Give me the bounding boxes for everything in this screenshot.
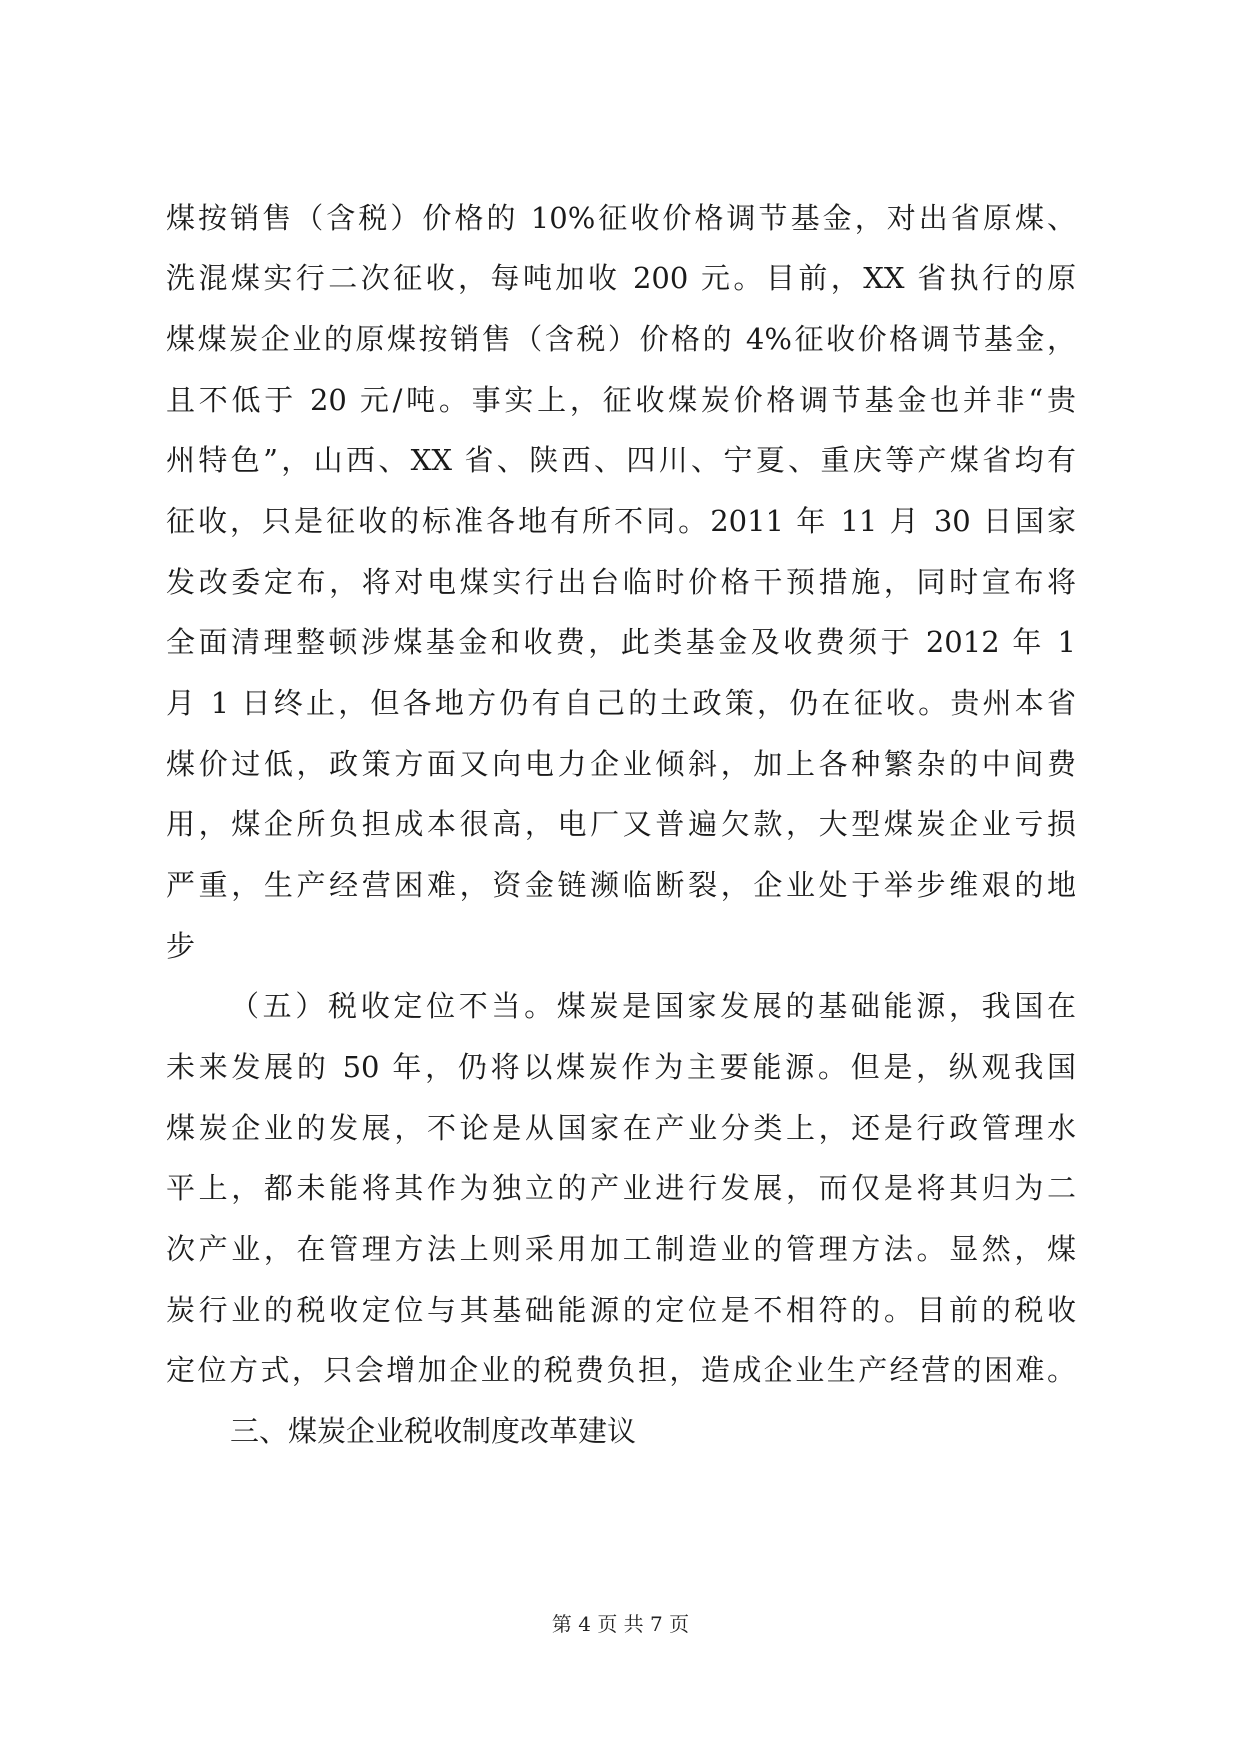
body-line: 炭行业的税收定位与其基础能源的定位是不相符的。目前的税收 [166, 1293, 1076, 1327]
body-line: 次产业，在管理方法上则采用加工制造业的管理方法。显然，煤 [166, 1232, 1076, 1266]
body-line: 平上，都未能将其作为独立的产业进行发展，而仅是将其归为二 [166, 1171, 1076, 1205]
page-footer: 第 4 页 共 7 页 [551, 1612, 690, 1636]
body-line: 洗混煤实行二次征收，每吨加收 200 元。目前，XX 省执行的原 [166, 261, 1076, 295]
paragraph-first-line: （五）税收定位不当。煤炭是国家发展的基础能源，我国在 [230, 989, 1076, 1023]
body-line: 未来发展的 50 年，仍将以煤炭作为主要能源。但是，纵观我国 [166, 1050, 1076, 1084]
body-line: 发改委定布，将对电煤实行出台临时价格干预措施，同时宣布将 [166, 565, 1076, 599]
body-line: 定位方式，只会增加企业的税费负担，造成企业生产经营的困难。 [166, 1353, 1076, 1387]
body-line: 月 1 日终止，但各地方仍有自己的土政策，仍在征收。贵州本省 [166, 686, 1076, 720]
body-line: 煤价过低，政策方面又向电力企业倾斜，加上各种繁杂的中间费 [166, 747, 1076, 781]
body-line: 州特色”，山西、XX 省、陕西、四川、宁夏、重庆等产煤省均有 [166, 443, 1076, 477]
body-line: 征收，只是征收的标准各地有所不同。2011 年 11 月 30 日国家 [166, 504, 1076, 538]
body-line: 步 [166, 929, 196, 963]
body-line: 严重，生产经营困难，资金链濒临断裂，企业处于举步维艰的地 [166, 868, 1076, 902]
body-line: 用，煤企所负担成本很高，电厂又普遍欠款，大型煤炭企业亏损 [166, 807, 1076, 841]
body-line: 全面清理整顿涉煤基金和收费，此类基金及收费须于 2012 年 1 [166, 625, 1076, 659]
body-line: 煤按销售（含税）价格的 10%征收价格调节基金，对出省原煤、 [166, 201, 1076, 235]
body-line: 煤煤炭企业的原煤按销售（含税）价格的 4%征收价格调节基金， [166, 322, 1076, 356]
body-line: 且不低于 20 元/吨。事实上，征收煤炭价格调节基金也并非“贵 [166, 383, 1076, 417]
body-line: 煤炭企业的发展，不论是从国家在产业分类上，还是行政管理水 [166, 1111, 1076, 1145]
section-heading: 三、煤炭企业税收制度改革建议 [230, 1414, 637, 1448]
